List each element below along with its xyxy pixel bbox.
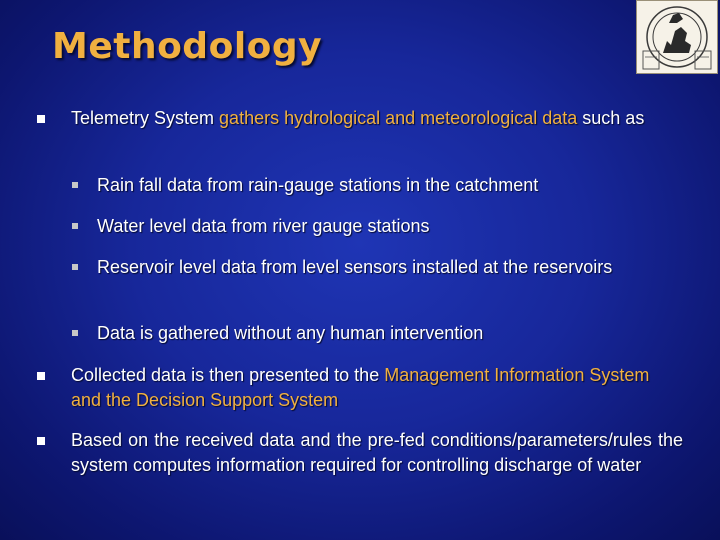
bullet-text: Collected data is then presented to the [71,365,385,385]
sub-bullet-marker [72,182,78,188]
bullet-text: such as [577,108,645,128]
sub-bullet-reservoir: Reservoir level data from level sensors installed at the reservoirs [97,257,613,277]
bullet-marker [37,115,45,123]
bullet-marker [37,372,45,380]
bullet-collected-data [71,363,683,413]
sub-bullet-rainfall: Rain fall data from rain-gauge stations in the catchment [97,175,539,195]
bullet-highlight: Management Information System and the Decision Support System [71,365,650,410]
sub-bullet-no-human: Data is gathered without any human intervention [97,323,484,343]
seal-graphic [637,1,717,73]
sub-bullet-marker [72,223,78,229]
sub-bullet-marker [72,330,78,336]
bullet-telemetry [71,106,683,131]
slide-title: Methodology [52,26,323,67]
bullet-text: Telemetry System [71,108,220,128]
university-seal-icon [636,0,718,74]
bullet-based-on: Based on the received data and the pre-fed conditions/parameters/rules the system computes information required for controlling discharge of water [71,430,683,475]
bullet-marker [37,437,45,445]
bullet-highlight: gathers hydrological and meteorological data [219,108,578,128]
sub-bullet-water-level: Water level data from river gauge stations [97,216,430,236]
sub-bullet-marker [72,264,78,270]
